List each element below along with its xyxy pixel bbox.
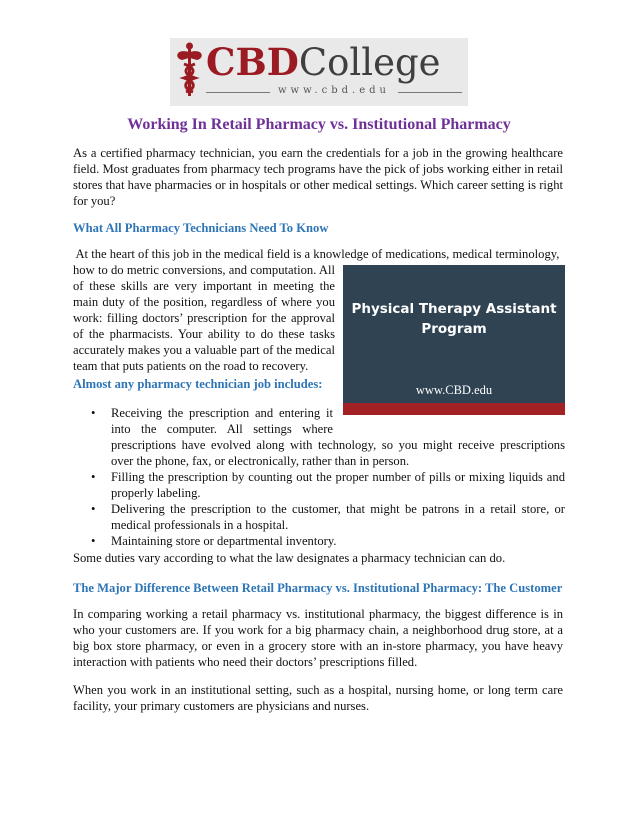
promo-banner[interactable] bbox=[343, 265, 565, 415]
difference-paragraph-1: In comparing working a retail pharmacy vs. institutional pharmacy, the biggest difference is in who your customers are. If you work for a big pharmacy chain, a neighborhood drug store, at a big box store pharmacy, or even in a grocery store with an in-store pharmacy, you have heavy interaction with patients who need their doctors’ prescriptions filled. bbox=[73, 607, 563, 669]
duties-note: Some duties vary according to what the law designates a pharmacy technician can do. bbox=[73, 551, 506, 565]
list-item bbox=[73, 533, 565, 549]
logo-url: www.cbd.edu bbox=[277, 85, 390, 96]
page-title: Working In Retail Pharmacy vs. Institutional Pharmacy bbox=[127, 116, 511, 133]
section1-wrapped-text: how to do metric conversions, and computation. All of these skills are very important in meeting the main duty of the position, regardless of where you work: filling doctors’ prescription for the approval of the pharmacists. Your ability to do these tasks accurately makes you a valuable part of the medical team that puts patients on the road to recovery. bbox=[73, 263, 335, 373]
section-heading-difference: The Major Difference Between Retail Pharmacy vs. Institutional Pharmacy: The Customer bbox=[73, 581, 563, 595]
promo-title-line2: Program bbox=[421, 321, 487, 337]
bullet-dot-icon: • bbox=[91, 534, 96, 548]
section-heading-includes: Almost any pharmacy technician job includes: bbox=[73, 377, 323, 391]
duties-list bbox=[73, 405, 565, 549]
promo-title bbox=[343, 299, 565, 339]
list-item bbox=[73, 405, 565, 469]
section-heading-know: What All Pharmacy Technicians Need To Know bbox=[73, 221, 329, 235]
list-item bbox=[73, 501, 565, 533]
bullet-dot-icon: • bbox=[91, 406, 96, 420]
list-item-text: prescriptions have evolved along with technology, so you might receive prescriptions over the phone, fax, or electronically, rather than in person. bbox=[111, 438, 565, 468]
promo-url: www.CBD.edu bbox=[415, 383, 493, 397]
intro-paragraph: As a certified pharmacy technician, you earn the credentials for a job in the growing healthcare field. Most graduates from pharmacy tech programs have the pick of jobs working either in retail stores that have pharmacies or in hospitals or other medical settings. Which career setting is right for you? bbox=[73, 146, 563, 208]
list-item-text: Filling the prescription by counting out the proper number of pills or mixing liquids and properly labeling. bbox=[111, 470, 565, 500]
difference-paragraph-2: When you work in an institutional setting, such as a hospital, nursing home, or long term care facility, your primary customers are physicians and nurses. bbox=[73, 683, 563, 713]
bullet-dot-icon: • bbox=[91, 470, 96, 484]
cbd-college-logo bbox=[170, 38, 468, 106]
logo-brand-rest: College bbox=[298, 41, 441, 84]
logo-brand: CBD bbox=[206, 40, 299, 84]
logo-divider-right bbox=[398, 92, 462, 93]
list-item-text: Delivering the prescription to the customer, that might be patrons in a retail store, or medical professionals in a hospital. bbox=[111, 502, 565, 532]
promo-title-line1: Physical Therapy Assistant bbox=[351, 301, 557, 317]
logo-divider-left bbox=[206, 92, 270, 93]
caduceus-icon bbox=[170, 38, 210, 106]
section1-first-line: At the heart of this job in the medical field is a knowledge of medications, medical terminology, bbox=[73, 247, 560, 261]
list-item-text: Maintaining store or departmental inventory. bbox=[111, 534, 337, 548]
list-item-narrow-text: Receiving the prescription and entering it into the computer. All settings where bbox=[111, 406, 333, 436]
bullet-dot-icon: • bbox=[91, 502, 96, 516]
list-item bbox=[73, 469, 565, 501]
logo-wordmark bbox=[206, 40, 441, 85]
